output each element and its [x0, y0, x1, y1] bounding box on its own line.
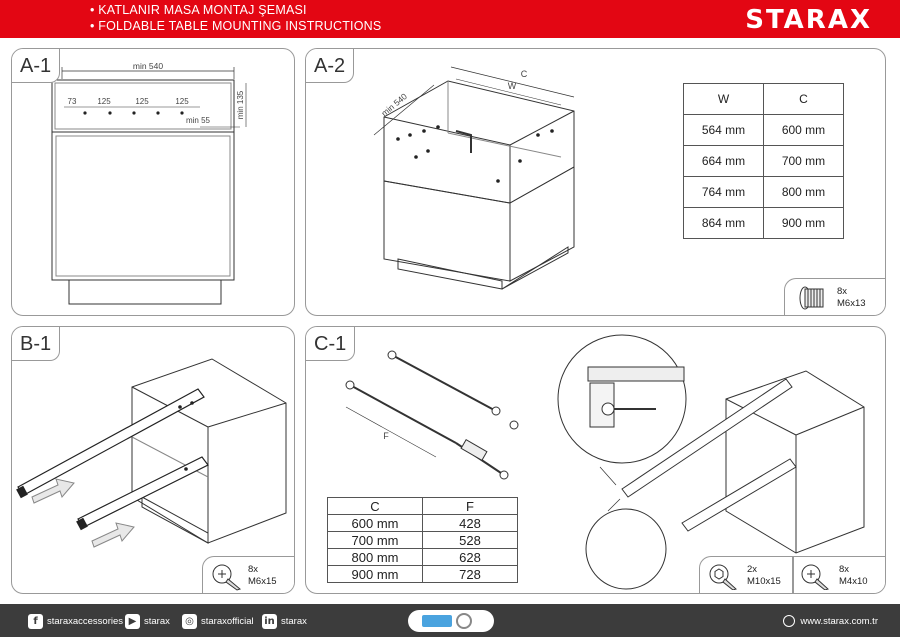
a1-dim-125-1: 125 [97, 97, 111, 106]
social-instagram[interactable] [182, 613, 254, 629]
table-cell: 764 mm [684, 177, 764, 208]
a2-screw-qty: 8x [837, 286, 848, 297]
hex-socket-screw-icon [708, 562, 738, 590]
insert-nut-icon [798, 284, 828, 312]
a2-dim-depth: min 540 [379, 91, 409, 119]
facebook-handle: staraxaccessories [47, 615, 124, 627]
globe-icon [783, 615, 795, 627]
table-header-w: W [684, 84, 764, 115]
table-cell: 900 mm [764, 208, 844, 239]
panel-c1-tag: C-1 [306, 327, 355, 361]
a1-dim-73: 73 [67, 97, 77, 106]
brand-text: STARA [745, 5, 850, 35]
table-header-f: F [423, 498, 518, 515]
linkedin-handle: starax [281, 615, 307, 627]
table-row [684, 177, 844, 208]
screw-divider [792, 557, 794, 594]
a2-dim-w: W [507, 81, 517, 91]
a2-screw-spec: M6x13 [837, 298, 866, 309]
linkedin-icon: in [262, 614, 277, 629]
header-bar [0, 0, 900, 38]
website-url: www.starax.com.tr [800, 615, 878, 627]
social-youtube[interactable] [125, 613, 170, 629]
table-cell: 864 mm [684, 208, 764, 239]
table-cell: 700 mm [328, 532, 423, 549]
panel-a2-tag: A-2 [306, 49, 354, 83]
a2-screw-box [784, 278, 886, 316]
b1-screw-box [202, 556, 295, 594]
phillips-screw-icon [211, 561, 243, 591]
c1-screw-box [699, 556, 886, 594]
a1-dim-125-2: 125 [135, 97, 149, 106]
table-cell: 664 mm [684, 146, 764, 177]
a1-dim-min135: min 135 [236, 90, 245, 120]
table-cell: 900 mm [328, 566, 423, 583]
table-cell: 700 mm [764, 146, 844, 177]
b1-rail-install-drawing [12, 327, 295, 594]
table-row [684, 208, 844, 239]
title-en: • FOLDABLE TABLE MOUNTING INSTRUCTIONS [90, 19, 382, 33]
website-link[interactable] [783, 613, 878, 629]
a1-dim-min55: min 55 [185, 116, 211, 125]
brand-x: X [849, 5, 872, 35]
facebook-icon: f [28, 614, 43, 629]
b1-screw-spec: M6x15 [248, 576, 277, 587]
panel-a2 [305, 48, 886, 316]
c1-screw1-qty: 2x [747, 564, 758, 575]
table-row [684, 146, 844, 177]
b1-screw-qty: 8x [248, 564, 259, 575]
social-linkedin[interactable] [262, 613, 307, 629]
cert-logo-left [422, 615, 452, 627]
cert-seal-icon [456, 613, 472, 629]
instagram-handle: staraxofficial [201, 615, 254, 627]
panel-b1-tag: B-1 [12, 327, 60, 361]
instagram-icon: ◎ [182, 614, 197, 629]
table-cell: 800 mm [764, 177, 844, 208]
table-cell: 428 [423, 515, 518, 532]
a2-dim-c: C [520, 69, 528, 79]
wc-size-table [683, 83, 844, 239]
table-cell: 564 mm [684, 115, 764, 146]
title-tr: • KATLANIR MASA MONTAJ ŞEMASI [90, 3, 307, 17]
table-cell: 728 [423, 566, 518, 583]
c1-dim-f: F [383, 431, 389, 441]
table-cell: 800 mm [328, 549, 423, 566]
panel-c1 [305, 326, 886, 594]
table-header-c: C [764, 84, 844, 115]
footer-bar [0, 604, 900, 637]
table-header-row [328, 498, 518, 515]
youtube-handle: starax [144, 615, 170, 627]
a1-cabinet-drawing [12, 49, 295, 316]
table-header-c: C [328, 498, 423, 515]
c1-screw2-qty: 8x [839, 564, 850, 575]
c1-screw1-spec: M10x15 [747, 576, 781, 587]
table-row [328, 549, 518, 566]
panel-b1 [11, 326, 295, 594]
table-row [684, 115, 844, 146]
table-row [328, 515, 518, 532]
table-cell: 528 [423, 532, 518, 549]
table-row [328, 566, 518, 583]
panel-a1-tag: A-1 [12, 49, 60, 83]
phillips-screw-icon [800, 562, 830, 590]
table-cell: 600 mm [764, 115, 844, 146]
starax-logo [745, 5, 872, 33]
cf-size-table [327, 497, 518, 583]
certification-badge [408, 610, 494, 632]
panel-a1 [11, 48, 295, 316]
social-facebook[interactable] [28, 613, 123, 629]
youtube-icon: ▶ [125, 614, 140, 629]
table-cell: 628 [423, 549, 518, 566]
a1-dim-width: min 540 [132, 61, 164, 71]
a1-dim-125-3: 125 [175, 97, 189, 106]
table-row [328, 532, 518, 549]
table-header-row [684, 84, 844, 115]
c1-screw2-spec: M4x10 [839, 576, 868, 587]
table-cell: 600 mm [328, 515, 423, 532]
